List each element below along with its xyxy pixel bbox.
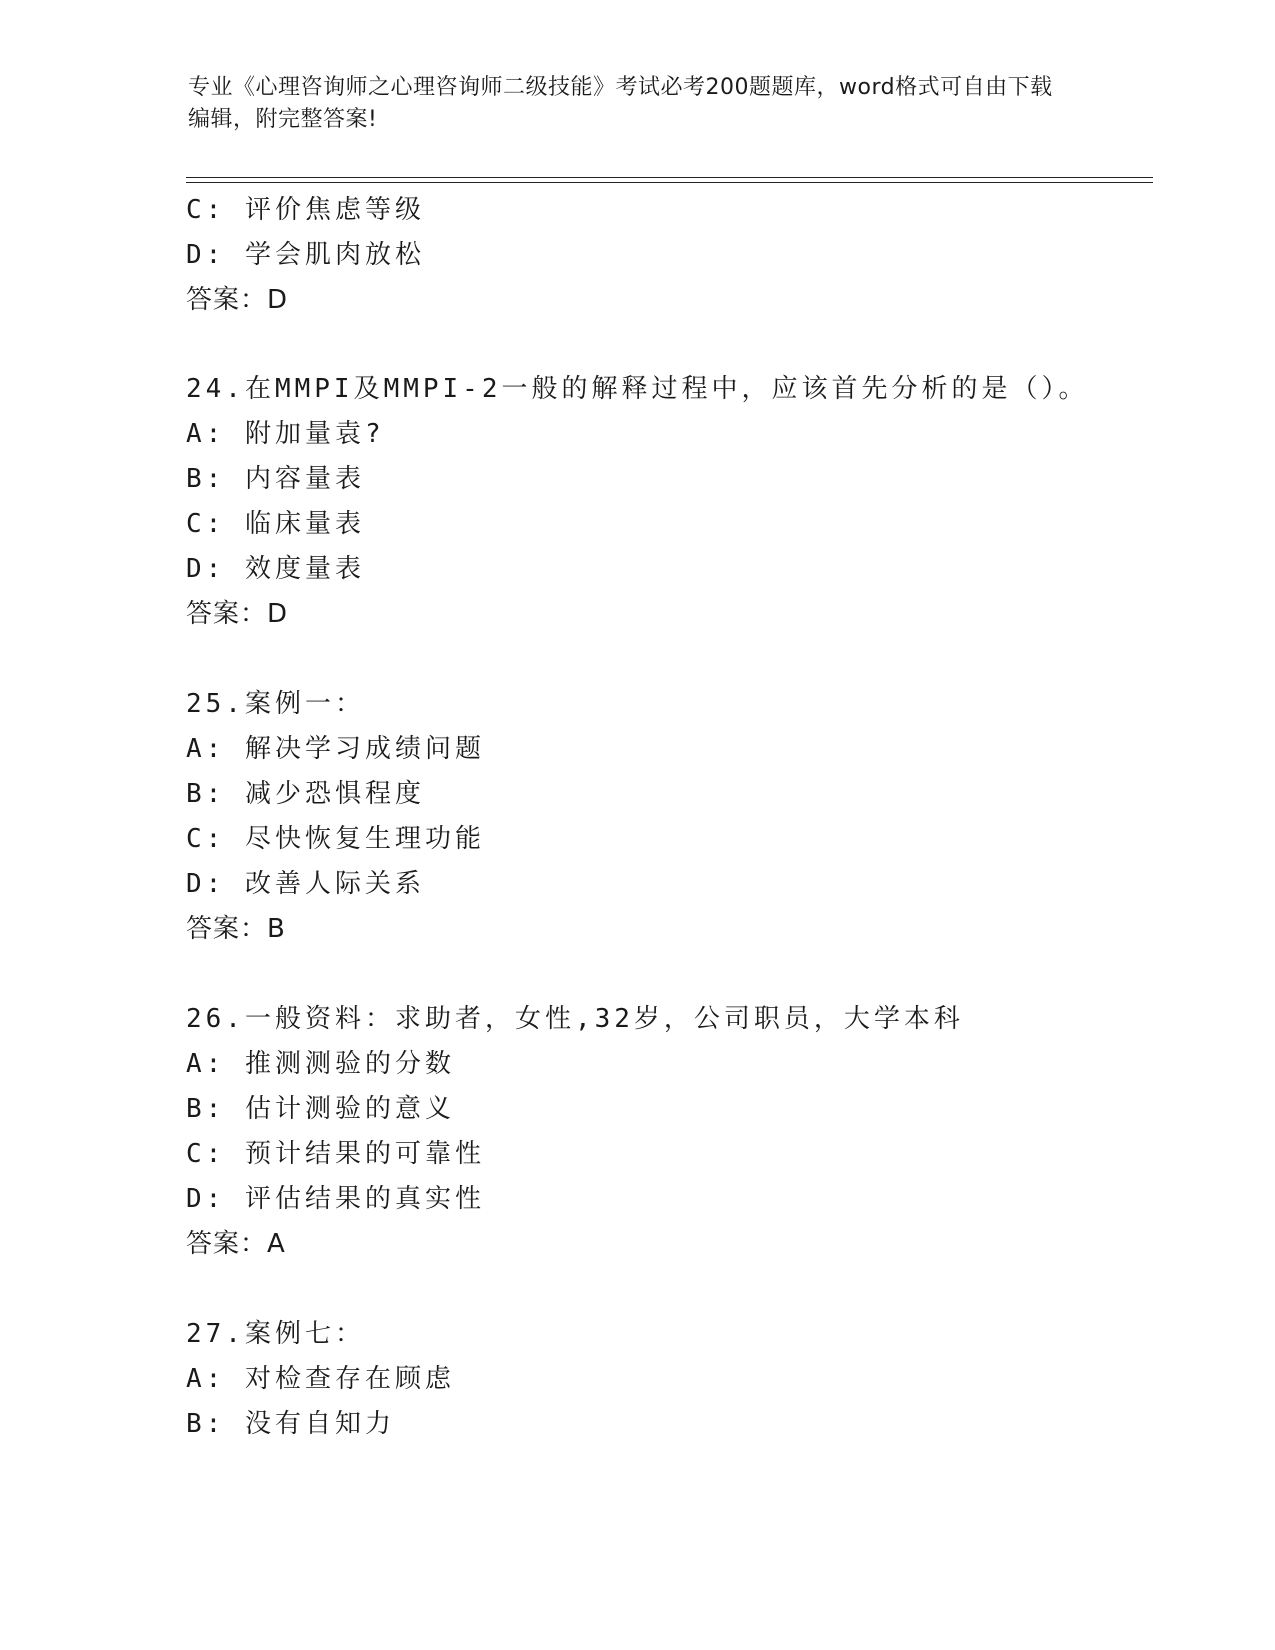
option-d: D: 评估结果的真实性 bbox=[186, 1184, 485, 1214]
option-a: A: 对检查存在顾虑 bbox=[186, 1364, 455, 1394]
option-c: C: 尽快恢复生理功能 bbox=[186, 824, 485, 854]
option-c: C: 评价焦虑等级 bbox=[186, 195, 425, 225]
option-a: A: 推测测验的分数 bbox=[186, 1049, 455, 1079]
option-d: D: 学会肌肉放松 bbox=[186, 240, 425, 270]
option-c: C: 临床量表 bbox=[186, 509, 365, 539]
header-divider-bottom bbox=[186, 182, 1153, 183]
option-b: B: 减少恐惧程度 bbox=[186, 779, 425, 809]
answer: 答案：A bbox=[186, 1229, 286, 1259]
question-24: 24.在MMPI及MMPI-2一般的解释过程中，应该首先分析的是（）。 bbox=[186, 374, 1089, 404]
option-d: D: 改善人际关系 bbox=[186, 869, 425, 899]
option-a: A: 附加量袁? bbox=[186, 419, 385, 449]
answer: 答案：D bbox=[186, 285, 289, 315]
question-25: 25.案例一： bbox=[186, 689, 365, 719]
question-27: 27.案例七： bbox=[186, 1319, 365, 1349]
answer: 答案：D bbox=[186, 599, 289, 629]
option-b: B: 内容量表 bbox=[186, 464, 365, 494]
header-divider-top bbox=[186, 177, 1153, 178]
option-b: B: 估计测验的意义 bbox=[186, 1094, 455, 1124]
option-a: A: 解决学习成绩问题 bbox=[186, 734, 485, 764]
question-26: 26.一般资料：求助者，女性,32岁，公司职员，大学本科 bbox=[186, 1004, 964, 1034]
answer: 答案：B bbox=[186, 914, 286, 944]
option-b: B: 没有自知力 bbox=[186, 1409, 395, 1439]
option-c: C: 预计结果的可靠性 bbox=[186, 1139, 485, 1169]
option-d: D: 效度量表 bbox=[186, 554, 365, 584]
document-header: 专业《心理咨询师之心理咨询师二级技能》考试必考200题题库，word格式可自由下载编辑，附完整答案! bbox=[188, 75, 1053, 132]
